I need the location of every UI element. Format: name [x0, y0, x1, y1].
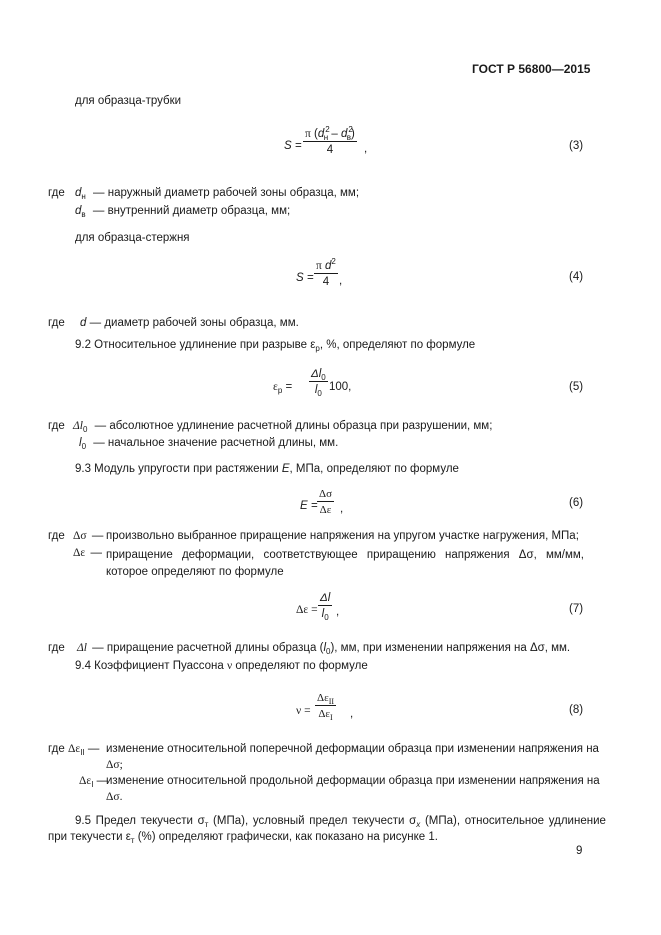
eq5-fraction: $\frac{\Delta l_0}{l_0}$: [311, 368, 326, 398]
eq7-fraction: $\frac{\Delta l}{l_0}$: [320, 592, 331, 622]
page-number: 9: [576, 845, 583, 857]
eq4-comma: ,: [339, 275, 343, 287]
eq3-fraction: π $(d^2_н - d^2_в)$ 4: [305, 125, 355, 156]
where-item: $l_0$ — начальное значение расчетной длины, мм.: [79, 437, 339, 451]
paragraph-9-4: 9.4 Коэффициент Пуассона ν определяют по формуле: [75, 660, 368, 672]
where-item: $\Delta\varepsilon_I$ —: [79, 775, 109, 789]
rod-intro: для образца-стержня: [75, 232, 190, 244]
where-item-text: Δσ.: [106, 791, 123, 803]
eq5-factor: 100,: [329, 381, 352, 393]
where-item-text: приращение деформации, соответствующее приращению напряжения Δσ, мм/мм, которое определяют по формуле: [106, 549, 584, 578]
document-header: ГОСТ Р 56800—2015: [472, 62, 591, 76]
paragraph-9-2: 9.2 Относительное удлинение при разрыве $\varepsilon_р$, %, определяют по формуле: [75, 339, 476, 353]
where-label: где: [48, 530, 65, 542]
where-label: где: [48, 317, 65, 329]
where-label: где: [48, 420, 65, 432]
eq3-number: (3): [569, 140, 584, 152]
eq8-lhs: ν =: [296, 705, 311, 717]
where-item: Δε —: [73, 547, 102, 559]
paragraph-9-5-line2: при текучести $\varepsilon_т$ (%) определяют графически, как показано на рисунке 1.: [48, 831, 438, 845]
where-item-text: произвольно выбранное приращение напряжения на упругом участке нагружения, МПа;: [106, 530, 579, 542]
eq6-lhs: E =: [300, 500, 318, 512]
where-item-text: изменение относительной продольной деформации образца при изменении напряжения на: [106, 775, 600, 787]
eq3-comma: ,: [364, 143, 368, 155]
where-item: $d_н$ — наружный диаметр рабочей зоны образца, мм;: [75, 187, 360, 201]
where-item: $\Delta l_0$ — абсолютное удлинение расчетной длины образца при разрушении, мм;: [73, 420, 493, 434]
eq4-fraction: $\frac{\pi d^2}{4}$: [316, 257, 336, 288]
where-label: где: [48, 642, 65, 654]
paragraph-9-3: 9.3 Модуль упругости при растяжении E, МПа, определяют по формуле: [75, 463, 459, 475]
tube-intro: для образца-трубки: [75, 95, 182, 107]
where-label: где: [48, 743, 65, 755]
where-item: Δl — приращение расчетной длины образца $(l_0)$, мм, при изменении напряжения на Δσ, мм.: [77, 642, 571, 656]
eq7-lhs: Δε =: [296, 604, 318, 616]
paragraph-9-5-line1: 9.5 Предел текучести $\sigma_т$ (МПа), условный предел текучести $\sigma_x$ (МПа), относительное удлинение: [75, 815, 606, 829]
eq6-number: (6): [569, 497, 584, 509]
where-item: d — диаметр рабочей зоны образца, мм.: [80, 317, 299, 329]
eq5-lhs: $\varepsilon_р$ =: [273, 381, 293, 395]
eq4-number: (4): [569, 271, 584, 283]
eq7-number: (7): [569, 603, 584, 615]
eq5-number: (5): [569, 381, 584, 393]
where-item: Δσ —: [73, 530, 104, 542]
eq8-fraction: $\Delta\varepsilon_{II}$ $\Delta\varepsilon_I$: [317, 692, 335, 722]
where-item-text: изменение относительной поперечной деформации образца при изменении напряжения на: [106, 743, 599, 755]
where-item-text: Δσ;: [106, 759, 123, 771]
eq3-lhs: S =: [284, 140, 302, 152]
eq8-comma: ,: [350, 708, 354, 720]
where-item: $d_в$ — внутренний диаметр образца, мм;: [75, 205, 291, 219]
eq7-comma: ,: [336, 606, 340, 618]
eq4-lhs: S =: [296, 272, 314, 284]
eq6-fraction: $\frac{\Delta\sigma}{\Delta\varepsilon}$: [319, 488, 333, 516]
where-label: где: [48, 187, 65, 199]
eq8-number: (8): [569, 704, 584, 716]
eq6-comma: ,: [340, 503, 344, 515]
where-item: $\Delta\varepsilon_{II}$ —: [68, 743, 100, 757]
